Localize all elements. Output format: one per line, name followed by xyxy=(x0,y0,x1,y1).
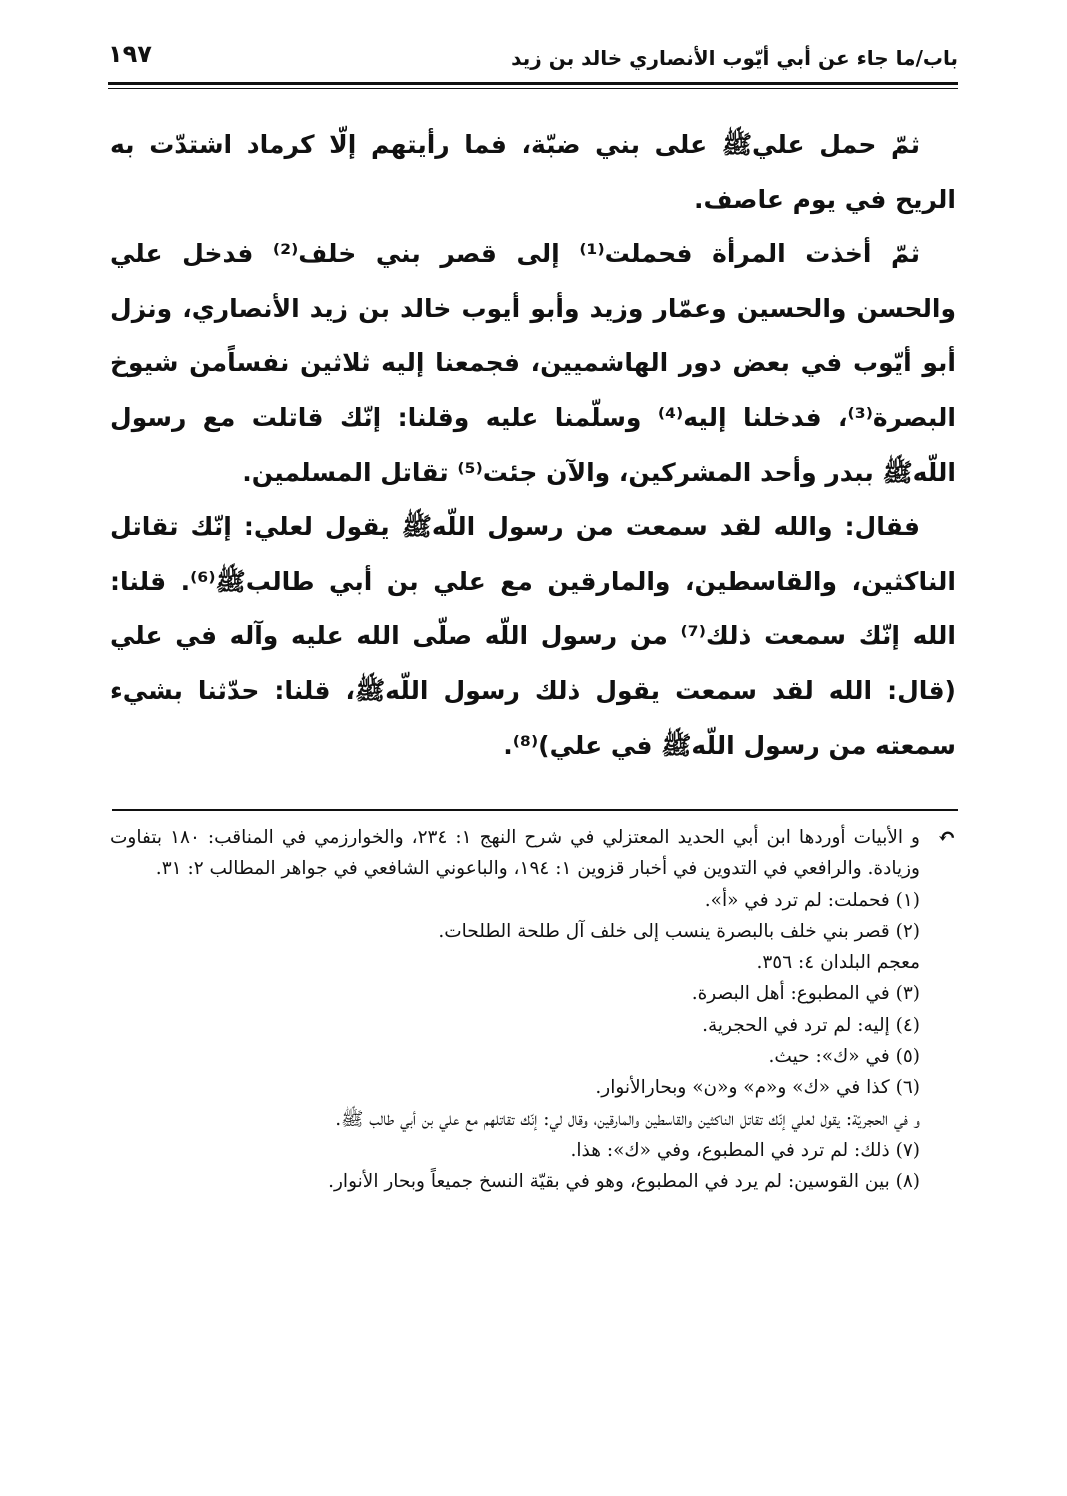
main-text xyxy=(110,118,956,773)
footnote-3: (٣) في المطبوع: أهل البصرة. xyxy=(691,983,920,1005)
footnote-continued-text: و الأبيات أوردها ابن أبي الحديد المعتزلي في شرح النهج ١: ٢٣٤، والخوارزمي في المناقب: ١٨٠ بتفاوت وزيادة. والرافعي في التدوين في أخبار قزوين ١: ١٩٤، والباعوني الشافعي في جواهر المطالب ٢: ٣١. xyxy=(110,827,920,880)
running-title: باب/ما جاء عن أبي أيّوب الأنصاري خالد بن زيد xyxy=(511,46,958,70)
footnote-8: (٨) بين القوسين: لم يرد في المطبوع، وهو في بقيّة النسخ جميعاً وبحار الأنوار. xyxy=(328,1171,920,1193)
header-rule-thin xyxy=(108,88,958,89)
footnote-continued xyxy=(110,822,956,885)
header-rule-thick xyxy=(108,82,958,85)
footnote-2-ref: معجم البلدان ٤: ٣٥٦. xyxy=(756,952,920,974)
footnote-2: (٢) قصر بني خلف بالبصرة ينسب إلى خلف آل طلحة الطلحات. xyxy=(438,920,920,942)
footnote-7: (٧) ذلك: لم ترد في المطبوع، وفي «ك»: هذا. xyxy=(570,1139,920,1161)
paragraph-2: ثمّ أخذت المرأة فحملت⁽¹⁾ إلى قصر بني خلف⁽²⁾ فدخل علي والحسن والحسين وعمّار وزيد وأبو أيوب خالد بن زيد الأنصاري، ونزل أبو أيّوب في بعض دور الهاشميين، فجمعنا إليه ثلاثين نفساًمن شيوخ البصرة⁽³⁾، فدخلنا إليه⁽⁴⁾ وسلّمنا عليه وقلنا: إنّك قاتلت مع رسول اللّهﷺ ببدر وأحد المشركين، والآن جئت⁽⁵⁾ تقاتل المسلمين. xyxy=(110,239,956,487)
footnote-separator xyxy=(112,809,958,811)
paragraph-1: ثمّ حمل عليﷺ على بني ضبّة، فما رأيتهم إلّا كرماد اشتدّت به الريح في يوم عاصف. xyxy=(110,130,956,214)
footnote-1: (١) فحملت: لم ترد في «أ». xyxy=(704,889,920,911)
footnote-4: (٤) إليه: لم ترد في الحجرية. xyxy=(702,1014,920,1036)
paragraph-3: فقال: والله لقد سمعت من رسول اللّهﷺ يقول لعلي: إنّك تقاتل الناكثين، والقاسطين، والمارقين مع علي بن أبي طالبﷺ⁽⁶⁾. قلنا: الله إنّك سمعت ذلك⁽⁷⁾ من رسول اللّه صلّى الله عليه وآله في علي (قال: الله لقد سمعت يقول ذلك رسول اللّهﷺ، قلنا: حدّثنا بشيء سمعته من رسول اللّهﷺ في علي)⁽⁸⁾. xyxy=(110,512,956,760)
footnote-6: (٦) كذا في «ك» و«م» و«ن» وبحارالأنوار. xyxy=(595,1077,920,1099)
page-header xyxy=(108,38,958,78)
footnote-5: (٥) في «ك»: حيث. xyxy=(768,1046,920,1068)
page-number: ١٩٧ xyxy=(108,40,152,68)
continuation-arrow-icon: ↶ xyxy=(937,824,956,850)
footnote-6-note: و في الحجريّة: يقول لعلي إنّك تقاتل الناكثين والقاسطين والمارقين، وقال لي: إنّك تقاتلهم مع علي بن أبي طالب ﷺ. xyxy=(335,1108,920,1130)
footnotes xyxy=(110,822,956,1198)
